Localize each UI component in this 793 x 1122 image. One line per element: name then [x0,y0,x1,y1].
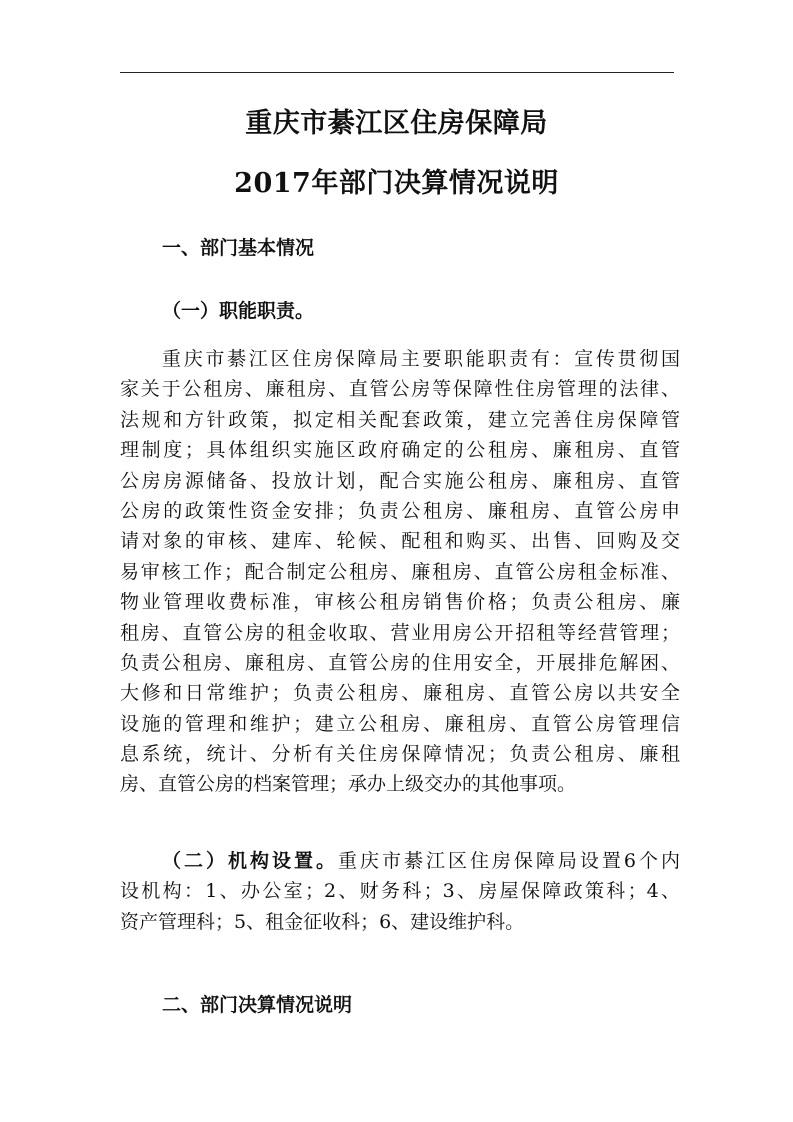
subsection-heading-institutions: （二）机构设置。 [162,850,338,872]
paragraph-line [120,846,680,876]
document-title: 重庆市綦江区住房保障局 [245,108,548,139]
paragraph-line: 理制度；具体组织实施区政府确定的公租房、廉租房、直管 [120,439,680,462]
functions-paragraph [120,344,680,800]
document-subtitle: 2017年部门决算情况说明 [234,168,559,199]
section-heading-basic-info: 一、部门基本情况 [162,237,315,259]
paragraph-line: 设机构：1、办公室；2、财务科；3、房屋保障政策科；4、 [120,880,680,903]
paragraph-line: 公房的政策性资金安排；负责公租房、廉租房、直管公房申 [120,499,680,522]
paragraph-line: 设施的管理和维护；建立公租房、廉租房、直管公房管理信 [120,712,680,735]
paragraph-line: 负责公租房、廉租房、直管公房的住用安全，开展排危解困、 [120,651,680,674]
section-heading-final-accounts: 二、部门决算情况说明 [162,994,353,1016]
header-rule [120,72,674,73]
paragraph-line: 公房房源储备、投放计划，配合实施公租房、廉租房、直管 [120,469,680,492]
subsection-heading-functions: （一）职能职责。 [162,300,315,322]
paragraph-line: 易审核工作；配合制定公租房、廉租房、直管公房租金标准、 [120,560,680,583]
paragraph-line: 大修和日常维护；负责公租房、廉租房、直管公房以共安全 [120,682,680,705]
institutions-intro-text: 重庆市綦江区住房保障局设置6个内 [337,850,680,872]
paragraph-line: 资产管理科；5、租金征收科；6、建设维护科。 [120,910,525,933]
paragraph-line: 请对象的审核、建库、轮候、配租和购买、出售、回购及交 [120,530,680,553]
paragraph-line: 重庆市綦江区住房保障局主要职能职责有：宣传贯彻国 [162,348,680,370]
paragraph-line: 租房、直管公房的租金收取、营业用房公开招租等经营管理； [120,621,680,644]
paragraph-line: 物业管理收费标准，审核公租房销售价格；负责公租房、廉 [120,591,680,614]
paragraph-line: 家关于公租房、廉租房、直管公房等保障性住房管理的法律、 [120,378,680,401]
paragraph-line: 息系统，统计、分析有关住房保障情况；负责公租房、廉租 [120,743,680,766]
paragraph-line: 法规和方针政策，拟定相关配套政策，建立完善住房保障管 [120,408,680,431]
paragraph-line: 房、直管公房的档案管理；承办上级交办的其他事项。 [120,773,577,796]
institutions-paragraph [120,846,680,937]
